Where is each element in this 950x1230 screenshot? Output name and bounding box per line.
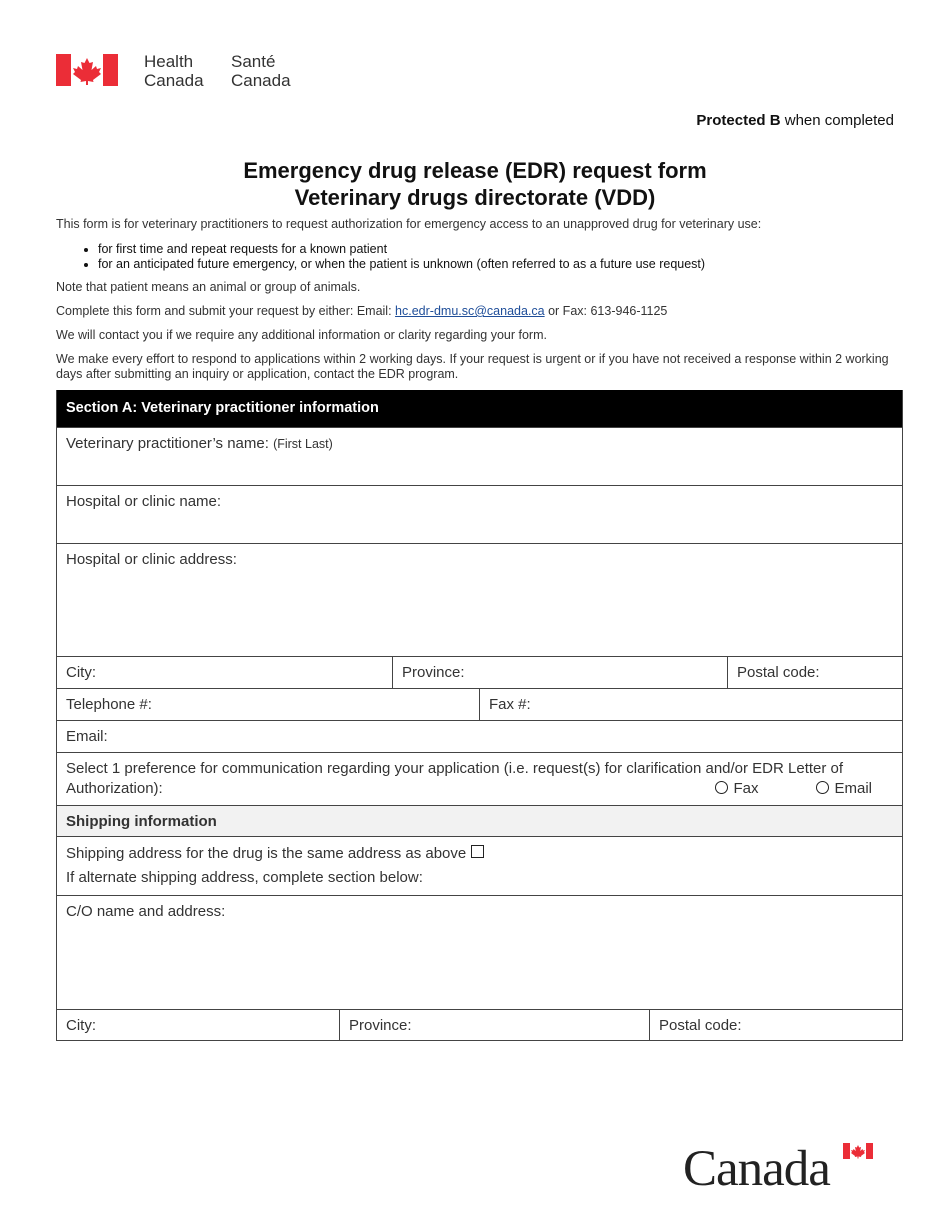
form-title-line1: Emergency drug release (EDR) request form	[243, 158, 707, 183]
clinic-name-label: Hospital or clinic name:	[66, 493, 222, 510]
city-label: City:	[66, 664, 96, 681]
canada-flag-icon	[843, 1143, 873, 1159]
same-address-checkbox[interactable]	[471, 845, 484, 858]
submission-instructions	[56, 304, 901, 319]
telephone-field[interactable]	[57, 689, 479, 720]
email-field[interactable]	[57, 721, 902, 752]
same-address-label: Shipping address for the drug is the same address as above	[66, 845, 467, 862]
practitioner-name-hint: (First Last)	[273, 437, 333, 451]
province-label: Province:	[402, 664, 465, 681]
radio-icon	[715, 781, 728, 794]
postal-code-field[interactable]	[727, 657, 902, 688]
clinic-address-field[interactable]	[57, 544, 902, 656]
fax-radio-option[interactable]	[715, 780, 758, 797]
phone-fax-row	[57, 688, 902, 720]
co-address-row	[57, 895, 902, 1009]
practitioner-name-field[interactable]	[57, 428, 902, 485]
shipping-city-field[interactable]	[57, 1010, 339, 1040]
section-a-heading: Section A: Veterinary practitioner information	[57, 390, 902, 427]
comm-pref-text: Select 1 preference for communication regarding your application (i.e. request(s) for clarification and/or EDR Letter of	[66, 760, 844, 777]
shipping-city-province-postal-row	[57, 1009, 902, 1040]
practitioner-name-row	[57, 427, 902, 485]
submission-suffix: or Fax: 613-946-1125	[544, 304, 668, 318]
comm-pref-text-2: Authorization):	[66, 780, 163, 797]
fax-radio-label: Fax	[733, 780, 759, 797]
city-province-postal-row	[57, 656, 902, 688]
shipping-province-field[interactable]	[339, 1010, 649, 1040]
form-instructions	[56, 217, 901, 382]
list-item: • for first time and repeat requests for a known patient	[98, 242, 901, 257]
email-label: Email:	[66, 728, 108, 745]
request-type-list	[56, 242, 901, 272]
clinic-address-label: Hospital or clinic address:	[66, 551, 237, 568]
co-address-field[interactable]	[57, 896, 902, 1009]
canada-wordmark-text: Canada	[683, 1141, 830, 1197]
fax-label: Fax #:	[489, 696, 531, 713]
telephone-label: Telephone #:	[66, 696, 152, 713]
intro-paragraph: This form is for veterinary practitioners to request authorization for emergency access to an unapproved drug for veterinary use:	[56, 217, 762, 231]
shipping-city-label: City:	[66, 1017, 96, 1034]
clinic-name-row	[57, 485, 902, 543]
list-item: • for an anticipated future emergency, or when the patient is unknown (often referred to as a future use request)	[98, 257, 901, 272]
email-radio-option[interactable]	[816, 780, 872, 797]
co-address-label: C/O name and address:	[66, 903, 226, 920]
city-field[interactable]	[57, 657, 392, 688]
alternate-address-note: If alternate shipping address, complete section below:	[66, 869, 423, 886]
department-signature	[56, 52, 316, 92]
shipping-heading: Shipping information	[66, 813, 217, 830]
shipping-postal-code-label: Postal code:	[659, 1017, 742, 1034]
practitioner-name-label: Veterinary practitioner’s name:	[66, 435, 274, 452]
shipping-heading-row	[57, 805, 902, 836]
fax-field[interactable]	[479, 689, 902, 720]
email-link[interactable]: hc.edr-dmu.sc@canada.ca	[395, 304, 545, 318]
patient-note: Note that patient means an animal or group of animals.	[56, 280, 361, 294]
email-radio-label: Email	[834, 780, 872, 797]
form-title	[0, 157, 950, 211]
department-name-english: Health Canada	[144, 52, 204, 90]
shipping-postal-code-field[interactable]	[649, 1010, 902, 1040]
form-title-line2: Veterinary drugs directorate (VDD)	[294, 185, 656, 210]
canada-flag-icon	[56, 54, 118, 86]
response-time-note: We make every effort to respond to applications within 2 working days. If your request is urgent or if you have not received a response within 2 working days after submitting an inquiry or application, contact the EDR program.	[56, 352, 889, 381]
contact-note: We will contact you if we require any additional information or clarity regarding your form.	[56, 328, 547, 342]
section-a-form	[56, 390, 903, 1041]
communication-preference	[57, 753, 902, 805]
shipping-same-address-row	[57, 836, 902, 895]
security-classification	[696, 112, 894, 129]
shipping-province-label: Province:	[349, 1017, 412, 1034]
protected-label: Protected B	[696, 112, 781, 129]
email-row	[57, 720, 902, 752]
canada-wordmark	[683, 1143, 875, 1195]
postal-code-label: Postal code:	[737, 664, 820, 681]
province-field[interactable]	[392, 657, 727, 688]
submission-prefix: Complete this form and submit your request by either: Email:	[56, 304, 396, 318]
communication-preference-row	[57, 752, 902, 805]
department-name-french: Santé Canada	[231, 52, 291, 90]
clinic-address-row	[57, 543, 902, 656]
radio-icon	[816, 781, 829, 794]
clinic-name-field[interactable]	[57, 486, 902, 543]
protected-suffix: when completed	[780, 112, 894, 129]
